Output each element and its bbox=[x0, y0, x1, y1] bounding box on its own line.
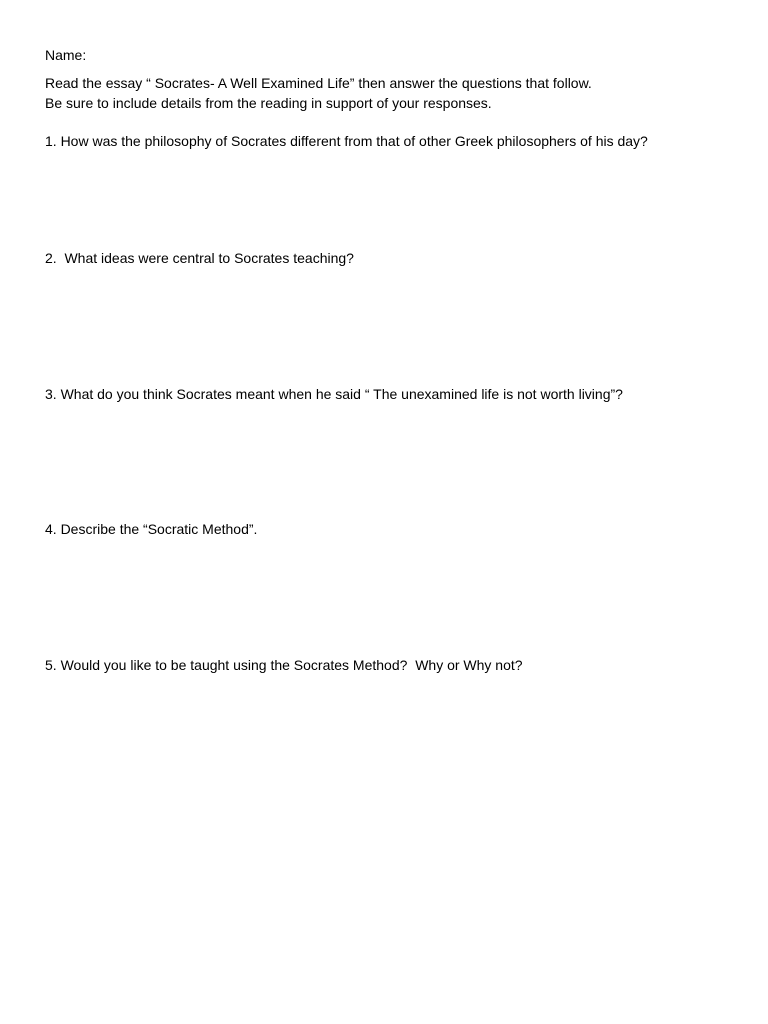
question-3: 3. What do you think Socrates meant when he said “ The unexamined life is not worth living”? bbox=[45, 386, 623, 402]
name-label: Name: bbox=[45, 47, 87, 63]
question-5: 5. Would you like to be taught using the Socrates Method? Why or Why not? bbox=[45, 657, 523, 673]
question-4: 4. Describe the “Socratic Method”. bbox=[45, 521, 258, 537]
question-2: 2. What ideas were central to Socrates teaching? bbox=[45, 250, 354, 266]
question-1: 1. How was the philosophy of Socrates different from that of other Greek philosophers of his day? bbox=[45, 133, 648, 149]
instruction-line-2: Be sure to include details from the reading in support of your responses. bbox=[45, 95, 492, 111]
instruction-line-1: Read the essay “ Socrates- A Well Examined Life” then answer the questions that follow. bbox=[45, 75, 592, 91]
